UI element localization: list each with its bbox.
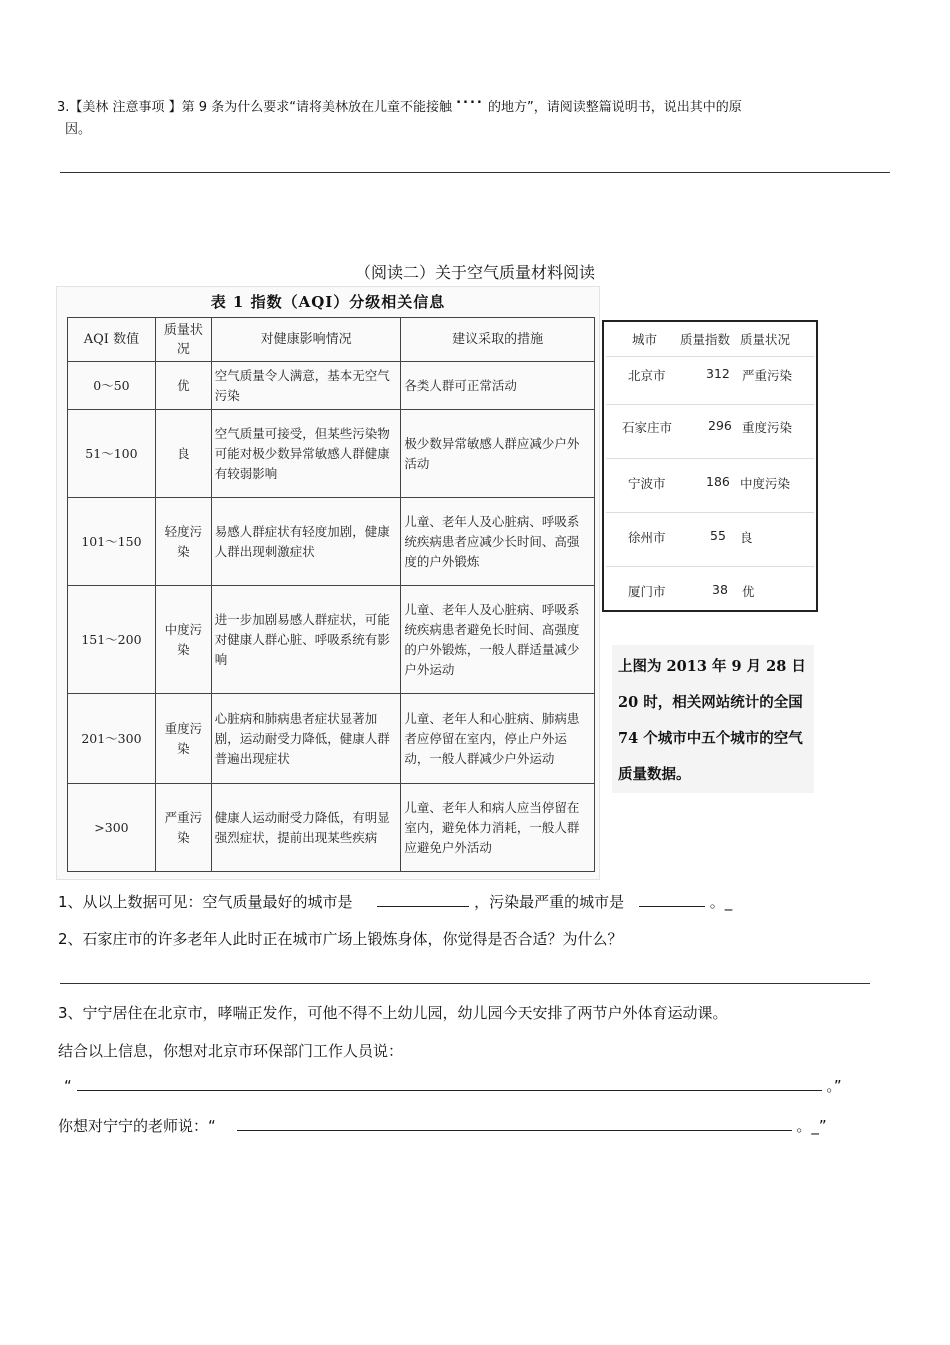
close-quote: 。” xyxy=(826,1077,842,1095)
aqi-advice: 儿童、老年人及心脏病、呼吸系统疾病患者应减少长时间、高强度的户外锻炼 xyxy=(401,498,595,586)
answer-blank-best-city[interactable] xyxy=(377,890,469,907)
city-index: 312 xyxy=(706,366,730,381)
answer-blank-worst-city[interactable] xyxy=(639,890,705,907)
city-name: 徐州市 xyxy=(628,530,666,545)
table-row xyxy=(68,498,595,586)
aqi-health: 空气质量令人满意，基本无空气污染 xyxy=(211,362,401,410)
aqi-health: 空气质量可接受，但某些污染物可能对极少数异常敏感人群健康有较弱影响 xyxy=(211,410,401,498)
aqi-advice: 儿童、老年人和心脏病、肺病患者应停留在室内，停止户外运动，一般人群减少户外运动 xyxy=(401,694,595,784)
aqi-level: 优 xyxy=(155,362,211,410)
question-2: 2、石家庄市的许多老年人此时正在城市广场上锻炼身体，你觉得是否合适？为什么？ xyxy=(58,930,623,948)
table-row xyxy=(68,362,595,410)
header-quality: 质量状况 xyxy=(155,318,211,362)
city-name: 宁波市 xyxy=(628,476,666,491)
table-row xyxy=(68,694,595,784)
city-status: 良 xyxy=(740,530,753,545)
prev-question-text-after: 的地方”，请阅读整篇说明书，说出其中的原 xyxy=(488,100,742,115)
divider xyxy=(606,404,814,405)
header-index: 质量指数 xyxy=(680,332,731,347)
divider xyxy=(606,566,814,567)
aqi-level: 中度污染 xyxy=(155,586,211,694)
city-status: 优 xyxy=(742,584,755,599)
aqi-level: 重度污染 xyxy=(155,694,211,784)
aqi-range: 0～50 xyxy=(68,362,156,410)
city-index: 296 xyxy=(708,418,732,433)
city-name: 石家庄市 xyxy=(622,420,673,435)
table-row xyxy=(68,586,595,694)
city-aqi-table xyxy=(602,320,818,612)
section-title: （阅读二）关于空气质量材料阅读 xyxy=(354,263,595,282)
prev-question-3 xyxy=(57,94,892,144)
city-status: 严重污染 xyxy=(742,368,793,383)
aqi-health: 心脏病和肺病患者症状显著加剧，运动耐受力降低，健康人群普遍出现症状 xyxy=(211,694,401,784)
question-3-teacher-prompt: 你想对宁宁的老师说：“ xyxy=(58,1117,216,1135)
question-3-line1: 3、宁宁居住在北京市，哮喘正发作，可他不得不上幼儿园，幼儿园今天安排了两节户外体育运动课。 xyxy=(58,1004,728,1022)
city-index: 55 xyxy=(710,528,726,543)
aqi-health: 进一步加剧易感人群症状，可能对健康人群心脏、呼吸系统有影响 xyxy=(211,586,401,694)
aqi-table xyxy=(67,317,595,872)
header-city: 城市 xyxy=(632,332,658,347)
aqi-range: >300 xyxy=(68,784,156,872)
city-status: 中度污染 xyxy=(740,476,791,491)
aqi-level: 轻度污染 xyxy=(155,498,211,586)
aqi-health: 易感人群症状有轻度加剧，健康人群出现刺激症状 xyxy=(211,498,401,586)
aqi-advice: 各类人群可正常活动 xyxy=(401,362,595,410)
city-name: 厦门市 xyxy=(628,584,666,599)
city-status: 重度污染 xyxy=(742,420,793,435)
header-health: 对健康影响情况 xyxy=(211,318,401,362)
question-1-part-a: 1、从以上数据可见：空气质量最好的城市是 xyxy=(58,893,353,911)
divider xyxy=(606,512,814,513)
city-index: 186 xyxy=(706,474,730,489)
close-quote-2: 。_” xyxy=(796,1117,827,1135)
aqi-advice: 儿童、老年人及心脏病、呼吸系统疾病患者避免长时间、高强度的户外锻炼，一般人群适量减少户外运动 xyxy=(401,586,595,694)
header-status: 质量状况 xyxy=(740,332,791,347)
aqi-range: 51～100 xyxy=(68,410,156,498)
emphasis-dots: .... xyxy=(456,92,484,107)
aqi-level: 良 xyxy=(155,410,211,498)
aqi-advice: 极少数异常敏感人群应减少户外活动 xyxy=(401,410,595,498)
aqi-level: 严重污染 xyxy=(155,784,211,872)
aqi-range: 151～200 xyxy=(68,586,156,694)
divider xyxy=(606,356,814,357)
answer-blank-teacher[interactable] xyxy=(237,1114,792,1131)
table-row xyxy=(68,784,595,872)
aqi-table-figure xyxy=(56,286,600,880)
question-3-line2: 结合以上信息，你想对北京市环保部门工作人员说： xyxy=(58,1042,404,1060)
question-1-part-b: ，污染最严重的城市是 xyxy=(474,893,625,911)
open-quote: “ xyxy=(64,1077,72,1095)
question-3-line3 xyxy=(64,1074,842,1096)
aqi-table-caption: 表 1 指数（AQI）分级相关信息 xyxy=(210,293,446,311)
aqi-advice: 儿童、老年人和病人应当停留在室内，避免体力消耗，一般人群应避免户外活动 xyxy=(401,784,595,872)
prev-question-line2: 因。 xyxy=(65,122,92,137)
aqi-range: 201～300 xyxy=(68,694,156,784)
table-row xyxy=(68,410,595,498)
city-index: 38 xyxy=(712,582,728,597)
header-advice: 建议采取的措施 xyxy=(401,318,595,362)
answer-line xyxy=(60,172,890,173)
aqi-range: 101～150 xyxy=(68,498,156,586)
answer-line[interactable] xyxy=(60,983,870,984)
aqi-health: 健康人运动耐受力降低，有明显强烈症状，提前出现某些疾病 xyxy=(211,784,401,872)
city-name: 北京市 xyxy=(628,368,666,383)
question-1-end: 。_ xyxy=(709,893,733,911)
prev-question-text-before: 3.【美林 注意事项 】第 9 条为什么要求“请将美林放在儿童不能接触 xyxy=(57,100,452,115)
aqi-table-header xyxy=(68,318,595,362)
header-aqi-value: AQI 数值 xyxy=(68,318,156,362)
data-note: 上图为 2013 年 9 月 28 日 20 时，相关网站统计的全国 74 个城市中五个城市的空气质量数据。 xyxy=(612,645,814,793)
question-3-line4 xyxy=(58,1114,827,1136)
answer-blank-epa[interactable] xyxy=(77,1074,822,1091)
question-1 xyxy=(58,890,732,912)
divider xyxy=(606,458,814,459)
